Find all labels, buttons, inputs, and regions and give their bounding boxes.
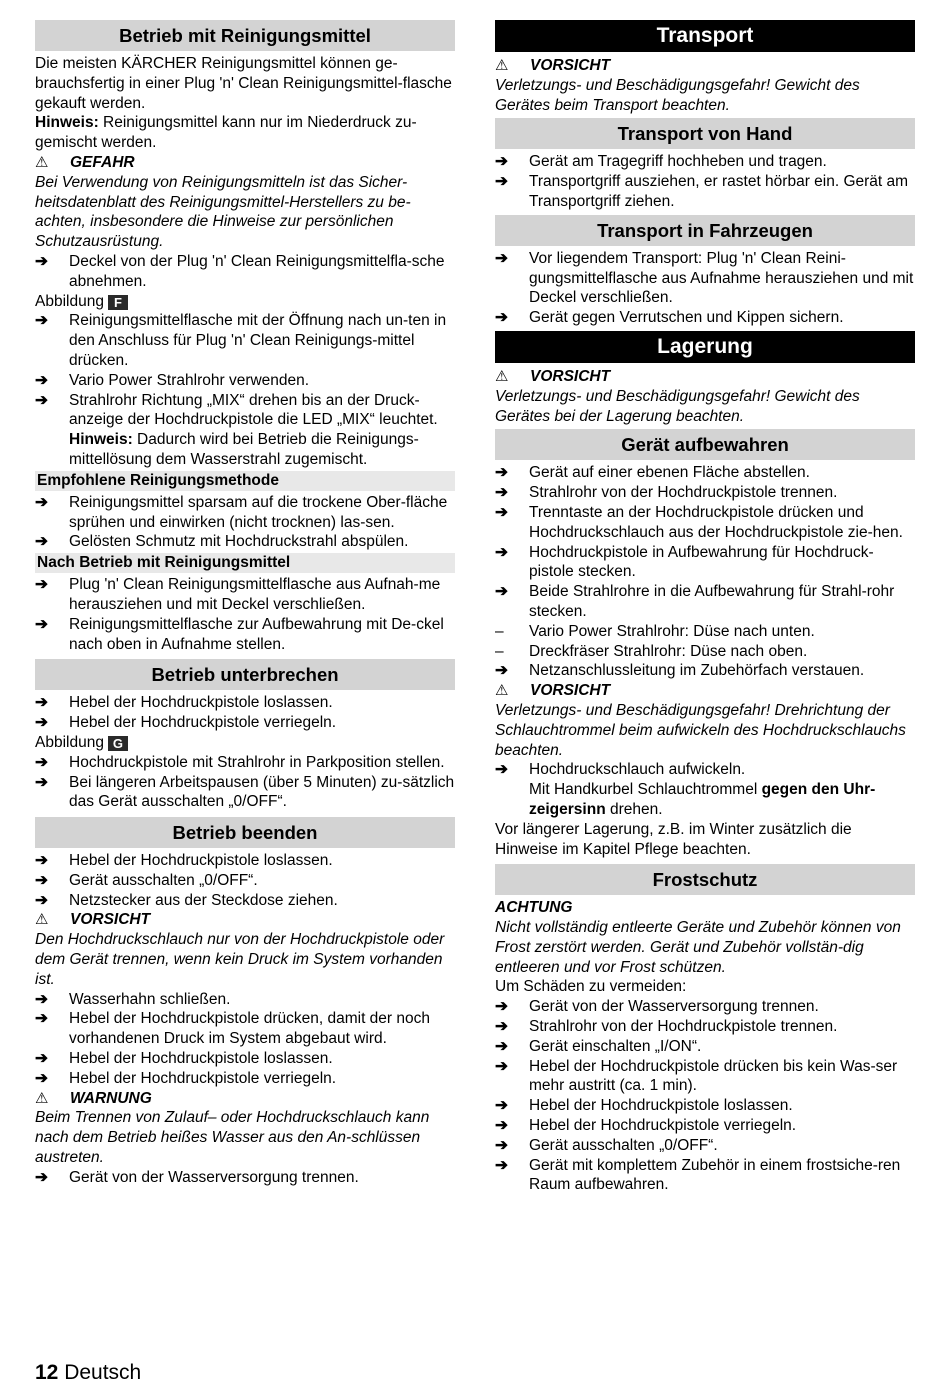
list-item: ➔ Gelösten Schmutz mit Hochdruckstrahl abspülen. — [35, 533, 409, 551]
list-item: ➔ Hebel der Hochdruckpistole drücken, damit der noch vorhandenen Druck im System abgebaut wird. — [35, 1010, 430, 1048]
gefahr-text: Bei Verwendung von Reinigungsmitteln ist das Sicher-heitsdatenblatt des Reinigungsmittel-Herstellers zu be-achten, insbesondere die Hinweise zur persönlichen Schutzausrüstung. — [35, 173, 411, 251]
arrow-icon: ➔ — [35, 576, 48, 594]
warning-triangle-icon: ⚠ — [495, 57, 509, 74]
arrow-icon: ➔ — [495, 173, 508, 191]
list-item: ➔ Hebel der Hochdruckpistole verriegeln. — [495, 1117, 797, 1135]
right-column — [495, 20, 915, 1195]
list-item: ➔ Hochdruckschlauch aufwickeln. — [495, 761, 746, 779]
list-item: ➔ Gerät von der Wasserversorgung trennen. — [495, 998, 819, 1016]
arrow-icon: ➔ — [35, 252, 48, 270]
figure-badge-g: G — [108, 736, 128, 751]
list-item: ➔ Strahlrohr Richtung „MIX“ drehen bis an der Druck-anzeige der Hochdruckpistole die LED „MIX“ leuchtet. — [35, 391, 438, 429]
list-item: ➔ Gerät gegen Verrutschen und Kippen sichern. — [495, 309, 844, 327]
gefahr-label: ⚠ GEFAHR — [35, 153, 135, 171]
heading-betrieb-reinigungsmittel: Betrieb mit Reinigungsmittel — [35, 20, 455, 51]
heading-transport: Transport — [495, 20, 915, 52]
achtung-text: Nicht vollständig entleerte Geräte und Zubehör können von Frost zerstört werden. Gerät und Zubehör vollstän-dig entleeren und vor Frost schützen. — [495, 919, 901, 976]
list-item: ➔ Vario Power Strahlrohr verwenden. — [35, 371, 310, 389]
arrow-icon: ➔ — [35, 714, 48, 732]
arrow-icon: ➔ — [35, 891, 48, 909]
vor-lagerung-text: Vor längerer Lagerung, z.B. im Winter zusätzlich die Hinweise im Kapitel Pflege beachten. — [495, 820, 852, 858]
arrow-icon: ➔ — [35, 533, 48, 551]
list-item: ➔ Gerät ausschalten „0/OFF“. — [495, 1136, 718, 1154]
arrow-icon: ➔ — [35, 371, 48, 389]
warning-triangle-icon: ⚠ — [35, 911, 49, 929]
heading-frostschutz: Frostschutz — [495, 864, 915, 895]
list-item: ➔ Plug 'n' Clean Reinigungsmittelflasche aus Aufnah-me herausziehen und mit Deckel verschließen. — [35, 576, 441, 613]
list-item: ➔ Trenntaste an der Hochdruckpistole drücken und Hochdruckschlauch aus der Hochdruckpistole zie-hen. — [495, 503, 903, 541]
hinweis-1: Hinweis: Reinigungsmittel kann nur im Niederdruck zu-gemischt werden. — [35, 114, 417, 152]
list-item: ➔ Bei längeren Arbeitspausen (über 5 Minuten) zu-sätzlich das Gerät ausschalten „0/OFF“. — [35, 773, 455, 811]
list-item: ➔ Gerät mit komplettem Zubehör in einem frostsiche-ren Raum aufbewahren. — [495, 1156, 901, 1194]
list-item: ➔ Gerät auf einer ebenen Fläche abstellen. — [495, 464, 810, 482]
list-item: ➔ Gerät ausschalten „0/OFF“. — [35, 871, 258, 889]
arrow-icon: ➔ — [35, 773, 48, 791]
warning-triangle-icon: ⚠ — [35, 1089, 49, 1107]
arrow-icon: ➔ — [35, 1050, 48, 1068]
left-column — [35, 20, 455, 1188]
list-item: ➔ Gerät am Tragegriff hochheben und tragen. — [495, 153, 827, 171]
warnung-text: Beim Trennen von Zulauf– oder Hochdruckschlauch kann nach dem Betrieb heißes Wasser aus den An-schlüssen austreten. — [35, 1109, 430, 1167]
list-item: ➔ Hebel der Hochdruckpistole loslassen. — [35, 694, 333, 712]
arrow-icon: ➔ — [35, 312, 48, 330]
vorsicht-text: Verletzungs- und Beschädigungsgefahr! Gewicht des Gerätes beim Transport beachten. — [495, 76, 860, 114]
abbildung-g: Abbildung G — [35, 733, 455, 753]
arrow-icon: ➔ — [495, 662, 508, 680]
arrow-icon: ➔ — [495, 153, 508, 171]
list-item: ➔ Gerät von der Wasserversorgung trennen. — [35, 1168, 359, 1186]
list-item: ➔ Reinigungsmittel sparsam auf die trockene Ober-fläche sprühen und einwirken (nicht trocknen) las-sen. — [35, 493, 448, 531]
arrow-icon: ➔ — [495, 249, 508, 267]
arrow-icon: ➔ — [35, 852, 48, 870]
warnung-label: ⚠ WARNUNG — [35, 1089, 152, 1107]
arrow-icon: ➔ — [495, 484, 508, 502]
arrow-icon: ➔ — [495, 1117, 508, 1135]
arrow-icon: ➔ — [495, 998, 508, 1016]
warning-triangle-icon: ⚠ — [35, 153, 49, 171]
list-item: ➔ Strahlrohr von der Hochdruckpistole trennen. — [495, 1018, 838, 1036]
list-item: ➔ Hebel der Hochdruckpistole drücken bis kein Was-ser mehr austritt (ca. 1 min). — [495, 1057, 898, 1095]
heading-geraet-aufbewahren: Gerät aufbewahren — [495, 429, 915, 460]
list-item: ➔ Reinigungsmittelflasche mit der Öffnung nach un-ten in den Anschluss für Plug 'n' Clean Reinigungs-mittel drücken. — [35, 312, 447, 369]
vorsicht-label: ⚠ VORSICHT — [35, 911, 151, 929]
arrow-icon: ➔ — [495, 1156, 508, 1174]
dash-icon: – — [495, 622, 504, 640]
list-item: ➔ Hebel der Hochdruckpistole verriegeln. — [35, 714, 337, 732]
arrow-icon: ➔ — [35, 493, 48, 511]
list-item: ➔ Hochdruckpistole in Aufbewahrung für Hochdruck-pistole stecken. — [495, 543, 874, 581]
achtung-label: ACHTUNG — [495, 899, 573, 917]
list-item: ➔ Strahlrohr von der Hochdruckpistole trennen. — [495, 484, 838, 502]
list-item: ➔ Hochdruckpistole mit Strahlrohr in Parkposition stellen. — [35, 753, 445, 771]
arrow-icon: ➔ — [35, 753, 48, 771]
list-item: ➔ Hebel der Hochdruckpistole loslassen. — [35, 852, 333, 870]
vorsicht-text: Den Hochdruckschlauch nur von der Hochdruckpistole oder dem Gerät trennen, wenn kein Druck im System vorhanden ist. — [35, 931, 445, 988]
warning-triangle-icon: ⚠ — [495, 682, 509, 700]
list-item: ➔ Reinigungsmittelflasche zur Aufbewahrung mit De-ckel nach oben in Aufnahme stellen. — [35, 615, 444, 653]
hinweis-2: Hinweis: Dadurch wird bei Betrieb die Reinigungs-mittellösung dem Wasserstrahl zugemischt. — [69, 431, 419, 468]
figure-badge-f: F — [108, 295, 128, 310]
arrow-icon: ➔ — [495, 543, 508, 561]
arrow-icon: ➔ — [495, 583, 508, 601]
list-item: ➔ Deckel von der Plug 'n' Clean Reinigungsmittelfla-sche abnehmen. — [35, 252, 445, 290]
arrow-icon: ➔ — [35, 871, 48, 889]
um-schaeden-text: Um Schäden zu vermeiden: — [495, 978, 687, 996]
arrow-icon: ➔ — [495, 464, 508, 482]
arrow-icon: ➔ — [495, 503, 508, 521]
arrow-icon: ➔ — [495, 761, 508, 779]
handkurbel-text: Mit Handkurbel Schlauchtrommel gegen den Uhr-zeigersinn drehen. — [529, 781, 876, 818]
list-item: ➔ Hebel der Hochdruckpistole verriegeln. — [35, 1069, 337, 1087]
list-item: ➔ Beide Strahlrohre in die Aufbewahrung für Strahl-rohr stecken. — [495, 583, 895, 620]
list-item: ➔ Netzanschlussleitung im Zubehörfach verstauen. — [495, 662, 865, 680]
list-item: ➔ Hebel der Hochdruckpistole loslassen. — [35, 1050, 333, 1068]
arrow-icon: ➔ — [35, 694, 48, 712]
intro-paragraph: Die meisten KÄRCHER Reinigungsmittel können ge-brauchsfertig in einer Plug 'n' Clean Reinigungsmittel-flasche gekauft werden. — [35, 55, 452, 112]
list-item: ➔ Gerät einschalten „I/ON“. — [495, 1037, 702, 1055]
heading-betrieb-unterbrechen: Betrieb unterbrechen — [35, 659, 455, 690]
arrow-icon: ➔ — [495, 1097, 508, 1115]
arrow-icon: ➔ — [35, 1069, 48, 1087]
list-item: ➔ Netzstecker aus der Steckdose ziehen. — [35, 891, 338, 909]
heading-lagerung: Lagerung — [495, 331, 915, 363]
warning-triangle-icon: ⚠ — [495, 367, 509, 385]
list-item: ➔ Hebel der Hochdruckpistole loslassen. — [495, 1097, 793, 1115]
dash-item: – Vario Power Strahlrohr: Düse nach unten. — [495, 622, 815, 640]
list-item: ➔ Wasserhahn schließen. — [35, 990, 231, 1008]
list-item: ➔ Transportgriff ausziehen, er rastet hörbar ein. Gerät am Transportgriff ziehen. — [495, 173, 909, 210]
vorsicht-text: Verletzungs- und Beschädigungsgefahr! Gewicht des Gerätes bei der Lagerung beachten. — [495, 387, 860, 425]
arrow-icon: ➔ — [35, 1168, 48, 1186]
arrow-icon: ➔ — [35, 1010, 48, 1028]
dash-item: – Dreckfräser Strahlrohr: Düse nach oben. — [495, 642, 808, 660]
page-number: 12 — [35, 1361, 59, 1384]
footer-language: Deutsch — [64, 1361, 142, 1384]
arrow-icon: ➔ — [35, 615, 48, 633]
arrow-icon: ➔ — [35, 990, 48, 1008]
arrow-icon: ➔ — [495, 1136, 508, 1154]
dash-icon: – — [495, 642, 504, 660]
heading-betrieb-beenden: Betrieb beenden — [35, 817, 455, 848]
vorsicht-label: ⚠ VORSICHT — [495, 367, 611, 385]
heading-empfohlene-methode: Empfohlene Reinigungsmethode — [35, 471, 455, 491]
abbildung-f: Abbildung F — [35, 292, 455, 312]
heading-nach-betrieb: Nach Betrieb mit Reinigungsmittel — [35, 553, 455, 573]
page-footer — [35, 1361, 141, 1385]
arrow-icon: ➔ — [495, 1018, 508, 1036]
arrow-icon: ➔ — [495, 1057, 508, 1075]
list-item: ➔ Vor liegendem Transport: Plug 'n' Clean Reini-gungsmittelflasche aus Aufnahme herausziehen und mit Deckel verschließen. — [495, 249, 914, 307]
vorsicht-text: Verletzungs- und Beschädigungsgefahr! Drehrichtung der Schlauchtrommel beim aufwickeln des Hochdruckschlauchs beachten. — [495, 701, 906, 759]
arrow-icon: ➔ — [495, 1037, 508, 1055]
vorsicht-label: ⚠ VORSICHT — [495, 57, 611, 74]
vorsicht-label: ⚠ VORSICHT — [495, 682, 611, 700]
heading-transport-in-fahrzeugen: Transport in Fahrzeugen — [495, 215, 915, 246]
arrow-icon: ➔ — [495, 309, 508, 327]
heading-transport-von-hand: Transport von Hand — [495, 118, 915, 149]
arrow-icon: ➔ — [35, 391, 48, 409]
